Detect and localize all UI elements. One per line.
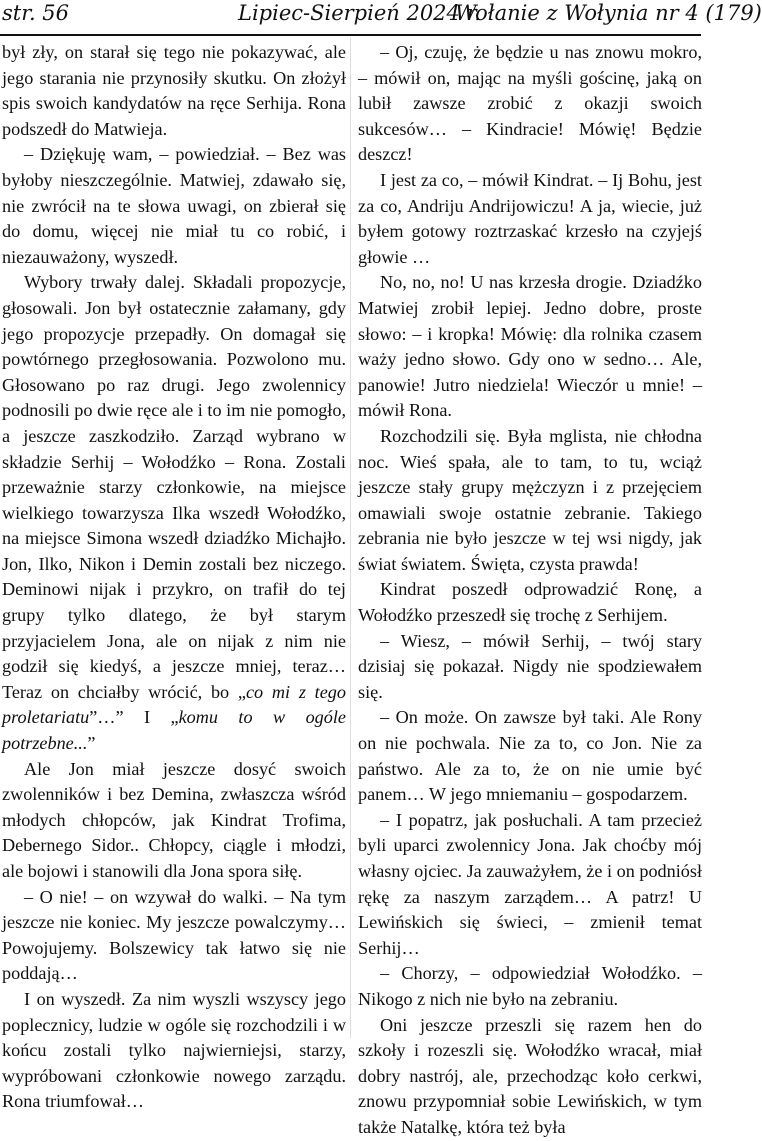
paragraph: – On może. On zawsze był taki. Ale Rony on nie pochwala. Nie za to, co Jon. Nie za państwo. Ale za to, że on nie umie być panem… W jego mniemaniu – gospodarzem. [358, 707, 702, 805]
page-number: str. 56 [2, 1, 70, 25]
italic-quote: co mi z tego proletariatu [2, 681, 346, 728]
paragraph: był zły, on starał się tego nie pokazywać, ale jego starania nie przynosiły skutku. On złożył spis swoich kandydatów na ręce Serhija. Rona podszedł do Matwieja. [2, 42, 346, 139]
paragraph: – O nie! – on wzywał do walki. – Na tym jeszcze nie koniec. My jeszcze powalczymy… Powojujemy. Bolszewicy tak łatwo się nie poddają… [2, 886, 346, 984]
paragraph: – Oj, czuję, że będzie u nas znowu mokro, – mówił on, mając na myśli gościnę, jaką on lubił zawsze zrobić z okazji swoich sukcesów… – Kindracie! Mówię! Będzie deszcz! [358, 42, 702, 165]
right-column [358, 40, 702, 1141]
paragraph: No, no, no! U nas krzesła drogie. Dziadźko Matwiej zrobił lepiej. Jedno dobre, proste słowo: – i kropka! Mówię: dla rolnika czasem waży jedno słowo. Gdy ono w sedno… Ale, panowie! Jutro niedziela! Wieczór u mnie! – mówił Rona. [358, 272, 702, 421]
paragraph: – Dziękuję wam, – powiedział. – Bez was byłoby nieszczególnie. Matwiej, zdawało się, nie zwrócił na te słowa uwagi, on zbierał się do domu, więcej nie miał tu co robić, i niezauważony, wyszedł. [2, 144, 346, 267]
paragraph [2, 270, 346, 756]
text-run: ”…” I „ [89, 707, 179, 728]
paragraph: I on wyszedł. Za nim wyszli wszyscy jego poplecznicy, ludzie w ogóle się rozchodzili i w końcu zostali tylko najwierniejsi, starzy, wypróbowani członkowie nowego zarządu. Rona triumfował… [2, 988, 346, 1112]
paragraph: – Wiesz, – mówił Serhij, – twój stary dzisiaj się pokazał. Nigdy nie spodziewałem się. [358, 630, 702, 702]
issue-date: Lipiec-Sierpień 2024 r. [238, 1, 481, 25]
publication-title: Wołanie z Wołynia nr 4 (179) [455, 1, 762, 25]
paragraph: Rozchodzili się. Była mglista, nie chłodna noc. Wieś spała, ale to tam, to tu, wciąż jeszcze stały grupy mężczyzn i z przejęciem omawiali swoje ostatnie zebranie. Takiego zebrania nie było jeszcze w tej wsi nigdy, jak świat światem. Święta, czysta prawda! [358, 425, 702, 574]
text-run: ” [87, 733, 96, 754]
paragraph: Kindrat poszedł odprowadzić Ronę, a Wołodźko przeszedł się trochę z Serhijem. [358, 579, 702, 626]
paragraph: – I popatrz, jak posłuchali. A tam przecież byli uparci zwolennicy Jona. Jak choćby mój własny ojciec. Ja zauważyłem, że i on podniósł rękę za naszym zarządem… A patrz! U Lewińskich się świeci, – zmienił temat Serhij… [358, 809, 702, 958]
column-divider [350, 38, 351, 1038]
left-column [2, 40, 346, 1115]
page-header [0, 0, 762, 36]
paragraph: Ale Jon miał jeszcze dosyć swoich zwolenników i bez Demina, zwłaszcza wśród młodych chłopców, jak Kindrat Trofima, Debernego Sidor.. Chłopcy, ciągle i młodzi, ale bojowi i stanowili dla Jona spora siłę. [2, 758, 346, 881]
paragraph: I jest za co, – mówił Kindrat. – Ij Bohu, jest za co, Andriju Andrijowiczu! A ja, wiecie, już byłem gotowy roztrzaskać krzesło na czyjejś głowie … [358, 169, 702, 267]
text-run: Wybory trwały dalej. Składali propozycje, głosowali. Jon był ostatecznie załamany, gdy jego propozycje przepadły. On domagał się powtórnego przegłosowania. Pozwolono mu. Głosowano po raz drugi. Jego zwolennicy podnosili po dwie ręce ale i to im nie pomogło, a jeszcze zaszkodziło. Zarząd wybrano w składzie Serhij – Wołodźko – Rona. Zostali przeważnie starzy członkowie, na miejsce wielkiego towarzysza Ilka wszedł Wołodźko, na miejsce Simona wszedł dziadźko Michajło. Jon, Ilko, Nikon i Demin zostali bez niczego. Deminowi nijak i przykro, on trafił do tej grupy tylko dlatego, że był starym przyjacielem Jona, ale on nijak z nim nie godził się kiedyś, a jeszcze mniej, teraz… Teraz on chciałby wrócić, bo „ [2, 272, 346, 702]
italic-quote: komu to w ogóle potrzebne... [2, 707, 346, 754]
paragraph: Oni jeszcze przeszli się razem hen do szkoły i rozeszli się. Wołodźko wracał, miał dobry nastrój, ale, przechodząc koło cerkwi, znowu przypomniał sobie Lewińskich, w tym także Natalkę, która też była [358, 1014, 702, 1137]
paragraph: – Chorzy, – odpowiedział Wołodźko. – Nikogo z nich nie było na zebraniu. [358, 963, 702, 1009]
